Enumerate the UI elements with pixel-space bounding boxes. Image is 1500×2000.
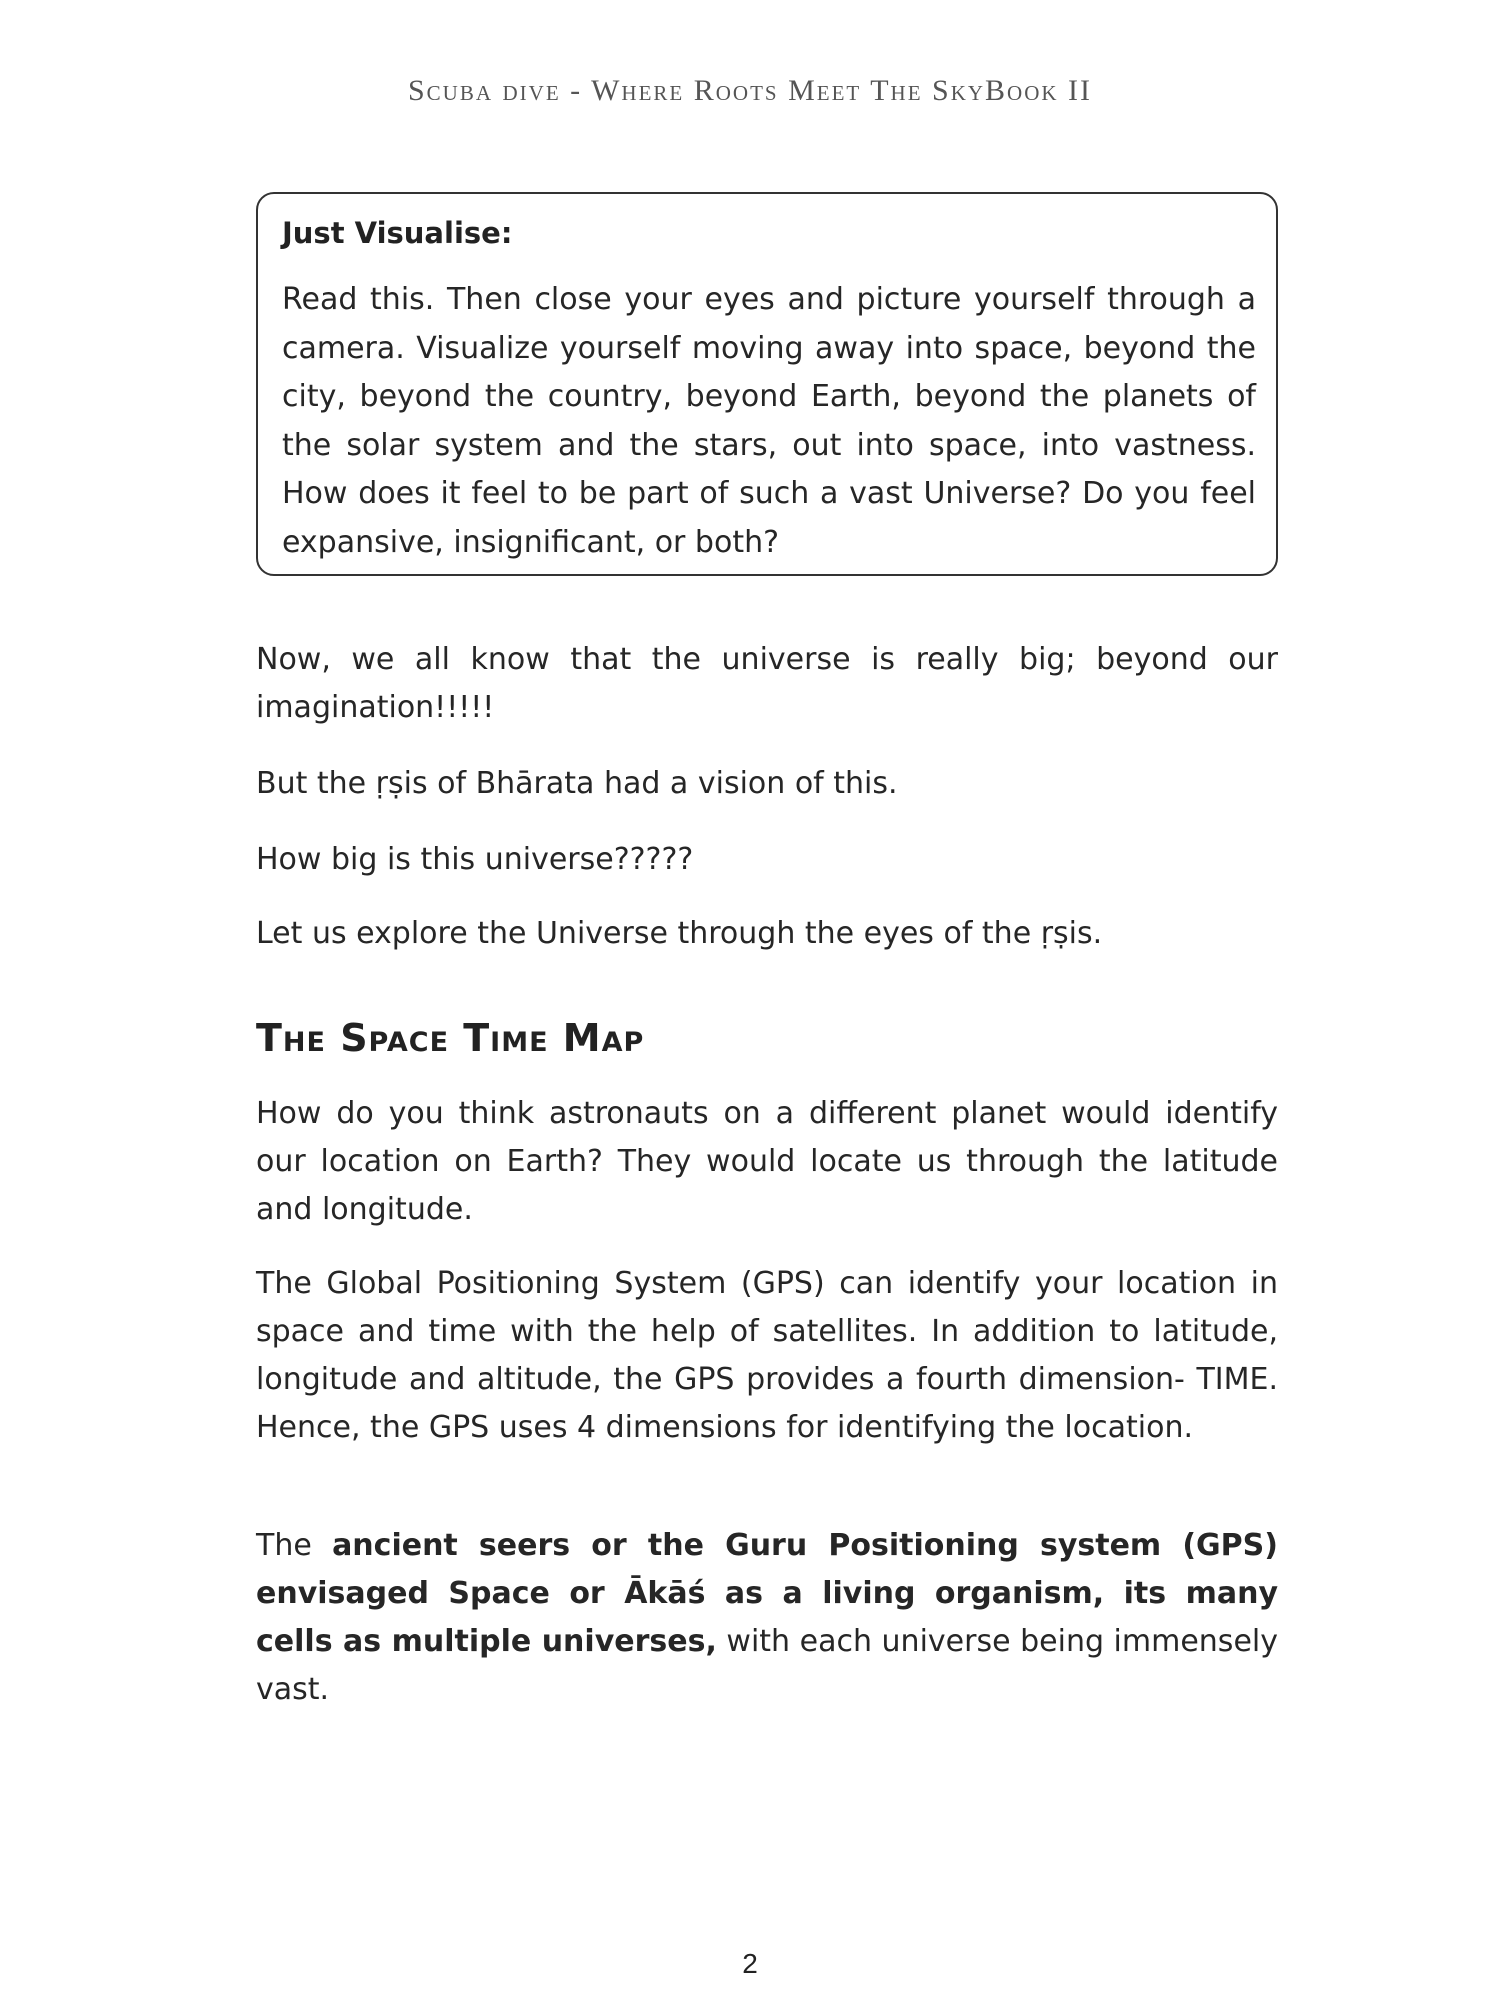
intro-paragraph-4: Let us explore the Universe through the eyes of the ṛṣis. <box>256 916 1103 951</box>
section-paragraph-2-block <box>256 1260 1278 1452</box>
intro-paragraph-4-block <box>256 910 1278 958</box>
paragraph-3-lead: The <box>256 1528 333 1563</box>
intro-paragraph-3: How big is this universe????? <box>256 842 694 877</box>
paragraph-3-bold: ancient seers or the Guru Positioning system (GPS) envisaged Space or Ākāś as a living organism, its many cells as multiple universes, <box>256 1528 1278 1659</box>
section-paragraph-2: The Global Positioning System (GPS) can identify your location in space and time with the help of satellites. In addition to latitude, longitude and altitude, the GPS provides a fourth dimension- TIME. Hence, the GPS uses 4 dimensions for identifying the location. <box>256 1266 1278 1445</box>
section-paragraph-1: How do you think astronauts on a different planet would identify our location on Earth? They would locate us through the latitude and longitude. <box>256 1096 1278 1227</box>
page-number: 2 <box>742 1948 758 1979</box>
visualise-callout-box <box>256 192 1278 576</box>
section-heading: The Space Time Map <box>256 1016 645 1060</box>
paragraph-3-tail: with each universe being immensely vast. <box>256 1624 1278 1707</box>
intro-paragraph-2: But the ṛṣis of Bhārata had a vision of this. <box>256 766 898 801</box>
intro-paragraph-1-block <box>256 636 1278 732</box>
section-paragraph-1-block <box>256 1090 1278 1234</box>
section-paragraph-3-block <box>256 1522 1278 1714</box>
intro-paragraph-2-block <box>256 760 1278 808</box>
section-paragraph-3 <box>256 1522 1278 1714</box>
callout-body: Read this. Then close your eyes and picture yourself through a camera. Visualize yourself moving away into space, beyond the city, beyond the country, beyond Earth, beyond the planets of the solar system and the stars, out into space, into vastness. How does it feel to be part of such a vast Universe? Do you feel expansive, insignificant, or both? <box>282 282 1256 560</box>
section-heading-block <box>256 1016 1278 1060</box>
intro-paragraph-3-block <box>256 836 1278 884</box>
intro-paragraph-1: Now, we all know that the universe is really big; beyond our imagination!!!!! <box>256 642 1278 725</box>
running-header: Scuba dive - Where Roots Meet The SkyBook II <box>407 74 1093 107</box>
callout-title: Just Visualise: <box>282 216 513 250</box>
